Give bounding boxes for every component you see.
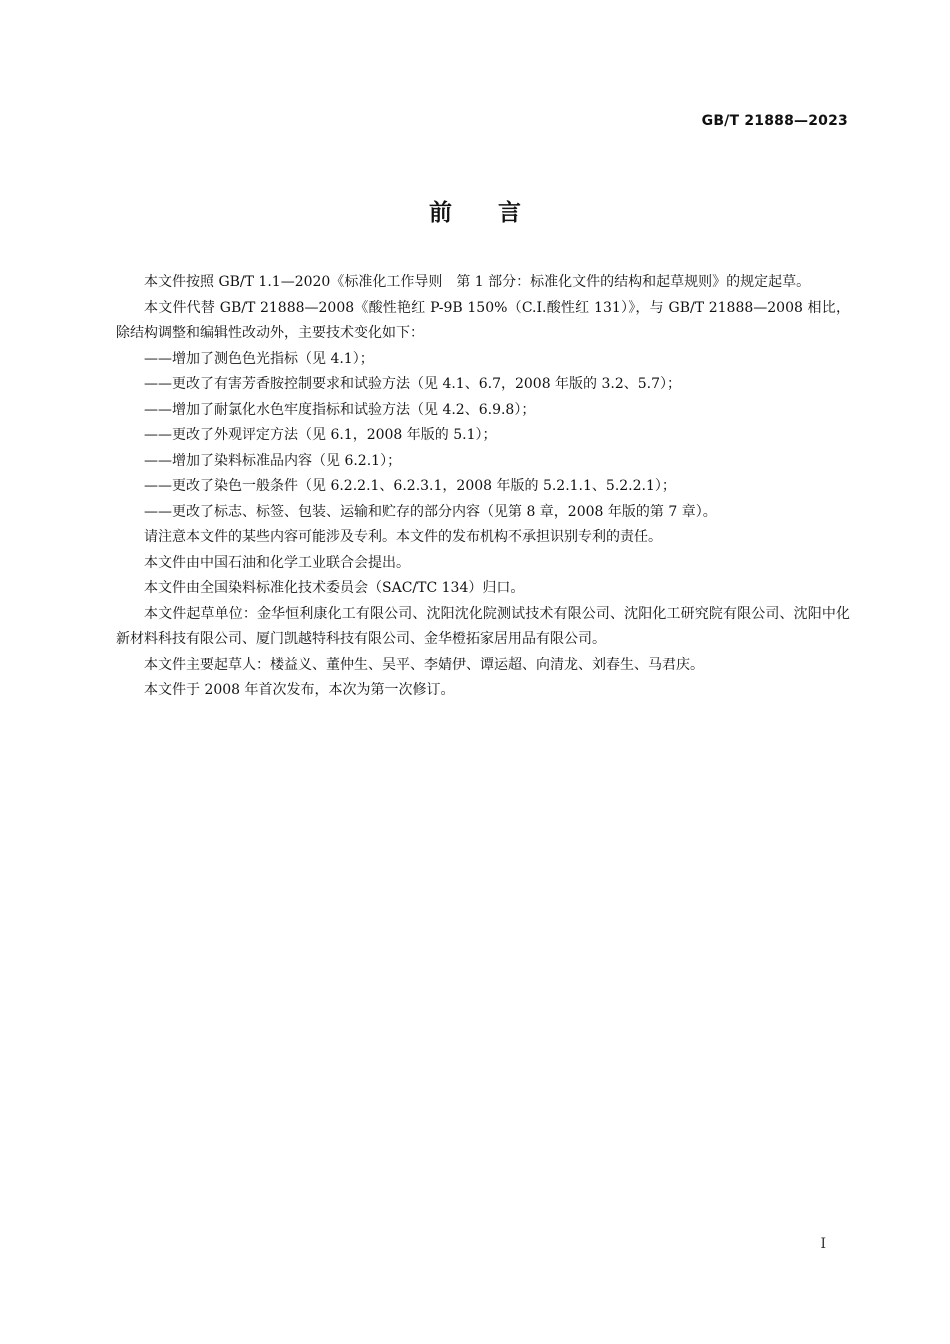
list-item-change-3: ——增加了耐氯化水色牢度指标和试验方法（见 4.2、6.9.8）； [144,401,536,418]
document-body [116,270,850,704]
paragraph-drafting-units: 本文件起草单位：金华恒利康化工有限公司、沈阳沈化院测试技术有限公司、沈阳化工研究院有限公司、沈阳中化新材料科技有限公司、厦门凯越特科技有限公司、金华橙拓家居用品有限公司。 [116,605,850,647]
list-item-change-6: ——更改了染色一般条件（见 6.2.2.1、6.2.3.1，2008 年版的 5.2.1.1、5.2.2.1）； [144,478,676,494]
list-item-change-5: ——增加了染料标准品内容（见 6.2.1）； [144,452,402,469]
list-item-change-1: ——增加了测色色光指标（见 4.1）； [144,350,374,367]
paragraph-patent-notice: 请注意本文件的某些内容可能涉及专利。本文件的发布机构不承担识别专利的责任。 [144,529,662,545]
paragraph-replacement: 本文件代替 GB/T 21888—2008《酸性艳红 P-9B 150%（C.I.酸性红 131）》，与 GB/T 21888—2008 相比，除结构调整和编辑性改动外，主要技术变化如下： [116,299,850,341]
paragraph-drafters: 本文件主要起草人：楼益义、董仲生、吴平、李婧伊、谭运超、向清龙、刘春生、马君庆。 [144,656,704,673]
list-item-change-4: ——更改了外观评定方法（见 6.1，2008 年版的 5.1）； [144,427,497,443]
paragraph-proposer: 本文件由中国石油和化学工业联合会提出。 [144,554,410,571]
document-code: GB/T 21888—2023 [701,113,848,129]
page-number: I [820,1236,826,1252]
list-item-change-2: ——更改了有害芳香胺控制要求和试验方法（见 4.1、6.7，2008 年版的 3.2、5.7）； [144,376,682,392]
paragraph-drafting-rule: 本文件按照 GB/T 1.1—2020《标准化工作导则 第 1 部分：标准化文件的结构和起草规则》的规定起草。 [144,274,811,290]
list-item-change-7: ——更改了标志、标签、包装、运输和贮存的部分内容（见第 8 章，2008 年版的第 7 章）。 [144,503,717,520]
paragraph-committee: 本文件由全国染料标准化技术委员会（SAC/TC 134）归口。 [144,580,525,596]
paragraph-history: 本文件于 2008 年首次发布，本次为第一次修订。 [144,682,455,698]
page-title: 前 言 [429,200,521,226]
